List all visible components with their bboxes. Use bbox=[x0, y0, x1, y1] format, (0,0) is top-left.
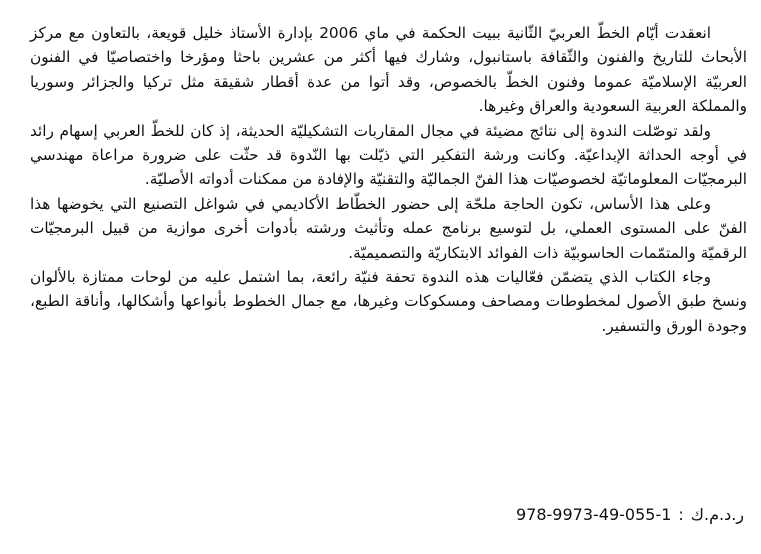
paragraph-3: وعلى هذا الأساس، تكون الحاجة ملحّة إلى حضور الخطّاط الأكاديمي في شواغل التصنيع التي يخوضها هذا الفنّ على المستوى العملي، بل لتوسيع برنامج عمله وتأثيث ورشته بأدوات أخرى موازية من قبيل البرمجيّات الرقميّة والمتمّمات الحاسوبيّة ذات الفوائد الابتكاريّة والتصميميّة. bbox=[30, 194, 747, 262]
paragraph-4: وجاء الكتاب الذي يتضمّن فعّاليات هذه الندوة تحفة فنيّة رائعة، بما اشتمل عليه من لوحات ممتازة بالألوان ونسخ طبق الأصول لمخطوطات ومصاحف ومسكوكات وغيرها، مع جمال الخطوط بأنواعها وأشكالها، وأناقة الطبع، وجودة الورق والتسفير. bbox=[30, 268, 747, 335]
isbn-separator: : bbox=[678, 505, 684, 524]
isbn-number: 978-9973-49-055-1 bbox=[515, 505, 672, 524]
isbn-line bbox=[426, 503, 744, 527]
isbn-label: ر.د.م.ك bbox=[690, 505, 744, 524]
article-body bbox=[30, 21, 747, 338]
paragraph-2: ولقد توصّلت الندوة إلى نتائج مضيئة في مجال المقاربات التشكيليّة الحديثة، إذ كان للخطّ العربي إسهام رائد في أوجه الحداثة الإبداعيّة. وكانت ورشة التفكير التي ذيّلت بها النّدوة قد حثّت على ضرورة مراعاة مهندسي البرمجيّات المعلوماتيّة لخصوصيّات هذا الفنّ الجماليّة والتقنيّة والإفادة من ممكنات أدواته الأصليّة. bbox=[30, 121, 747, 189]
paragraph-1: انعقدت أيّام الخطّ العربيّ الثّانية ببيت الحكمة في ماي 2006 بإدارة الأستاذ خليل قويعة، بالتعاون مع مركز الأبحاث للتاريخ والفنون والثّقافة باستانبول، وشارك فيها أكثر من عشرين باحثا ومؤرخا واختصاصيّا في الفنون العربيّة الإسلاميّة عموما وفنون الخطّ بالخصوص، وقد أتوا من عدة أقطار شقيقة مثل تركيا والجزائر وسوريا والمملكة العربية السعودية والعراق وغيرها. bbox=[30, 24, 747, 116]
